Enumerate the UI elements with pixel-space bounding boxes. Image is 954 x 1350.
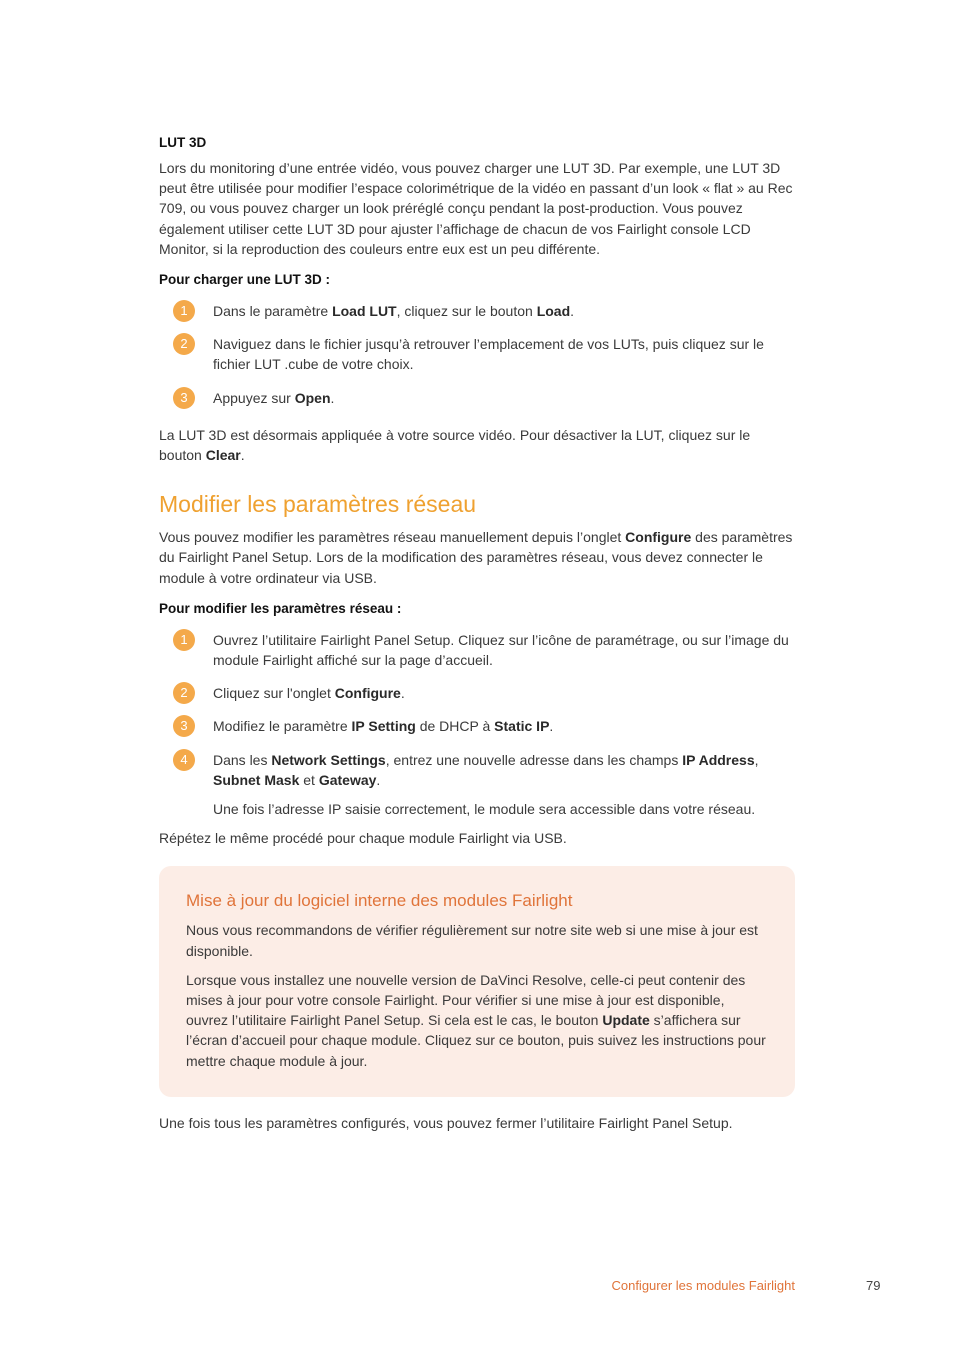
note-paragraph-2: Lorsque vous installez une nouvelle version de DaVinci Resolve, celle-ci peut contenir des mises à jour pour votre console Fairlight. Pour vérifier si une mise à jour est disponible, ouvrez l’utilitaire Fairlight Panel Setup. Si cela est le cas, le bouton Update s’affichera sur l’écran d’accueil pour chaque module. Cliquez sur ce bouton, puis suivez les instructions pour mettre chaque module à jour. bbox=[186, 971, 766, 1069]
network-step-4-followup: Une fois l’adresse IP saisie correctement, le module sera accessible dans votre réseau. bbox=[213, 801, 756, 818]
lut-heading: LUT 3D bbox=[159, 135, 207, 150]
footer-section-label: Configurer les modules Fairlight bbox=[611, 1278, 795, 1293]
network-intro: Vous pouvez modifier les paramètres réseau manuellement depuis l’onglet Configure des paramètres du Fairlight Panel Setup. Lors de la modification des paramètres réseau, vous devez connecter le module à votre ordinateur via USB. bbox=[159, 529, 793, 586]
network-procedure-title: Pour modifier les paramètres réseau : bbox=[159, 600, 402, 616]
network-heading: Modifier les paramètres réseau bbox=[159, 491, 477, 518]
lut-procedure-title: Pour charger une LUT 3D : bbox=[159, 272, 331, 288]
step-number: 3 bbox=[173, 387, 195, 409]
network-step-4: 4 Dans les Network Settings, entrez une nouvelle adresse dans les champs IP Address, Subnet Mask et Gateway. bbox=[159, 750, 795, 790]
note-paragraph-1: Nous vous recommandons de vérifier régulièrement sur notre site web si une mise à jour est disponible. bbox=[186, 922, 758, 959]
step-number: 2 bbox=[173, 682, 195, 704]
network-step-1: 1 Ouvrez l’utilitaire Fairlight Panel Setup. Cliquez sur l’icône de paramétrage, ou sur l’image du module Fairlight affiché sur la page d’accueil. bbox=[159, 630, 795, 670]
network-step-2: 2 Cliquez sur l'onglet Configure. bbox=[159, 683, 795, 703]
lut-step-3: 3 Appuyez sur Open. bbox=[159, 388, 795, 408]
note-title: Mise à jour du logiciel interne des modules Fairlight bbox=[186, 891, 573, 911]
lut-intro: Lors du monitoring d’une entrée vidéo, vous pouvez charger une LUT 3D. Par exemple, une LUT 3D peut être utilisée pour modifier l’espace colorimétrique de la vidéo en passant d’un look « flat » au Rec 709, ou vous pouvez charger un look préréglé conçu pendant la post-production. Vous pouvez également utiliser cette LUT 3D pour ajuster l’affichage de chacun de vos Fairlight console LCD Monitor, si la reproduction des couleurs entre eux est un peu différente. bbox=[159, 160, 793, 257]
step-number: 3 bbox=[173, 715, 195, 737]
closing-text: Une fois tous les paramètres configurés, vous pouvez fermer l’utilitaire Fairlight Panel Setup. bbox=[159, 1114, 733, 1131]
step-number: 1 bbox=[173, 300, 195, 322]
lut-outro: La LUT 3D est désormais appliquée à votre source vidéo. Pour désactiver la LUT, cliquez sur le bouton Clear. bbox=[159, 426, 751, 464]
network-repeat: Répétez le même procédé pour chaque module Fairlight via USB. bbox=[159, 830, 567, 847]
lut-step-2: 2 Naviguez dans le fichier jusqu’à retrouver l’emplacement de vos LUTs, puis cliquez sur le fichier LUT .cube de votre choix. bbox=[159, 334, 795, 374]
network-step-3: 3 Modifiez le paramètre IP Setting de DHCP à Static IP. bbox=[159, 716, 795, 736]
step-number: 1 bbox=[173, 629, 195, 651]
step-number: 2 bbox=[173, 333, 195, 355]
lut-step-1: 1 Dans le paramètre Load LUT, cliquez sur le bouton Load. bbox=[159, 301, 795, 321]
page-number: 79 bbox=[866, 1278, 881, 1293]
firmware-note-box bbox=[159, 866, 795, 1096]
step-number: 4 bbox=[173, 749, 195, 771]
page-content bbox=[159, 134, 795, 1133]
